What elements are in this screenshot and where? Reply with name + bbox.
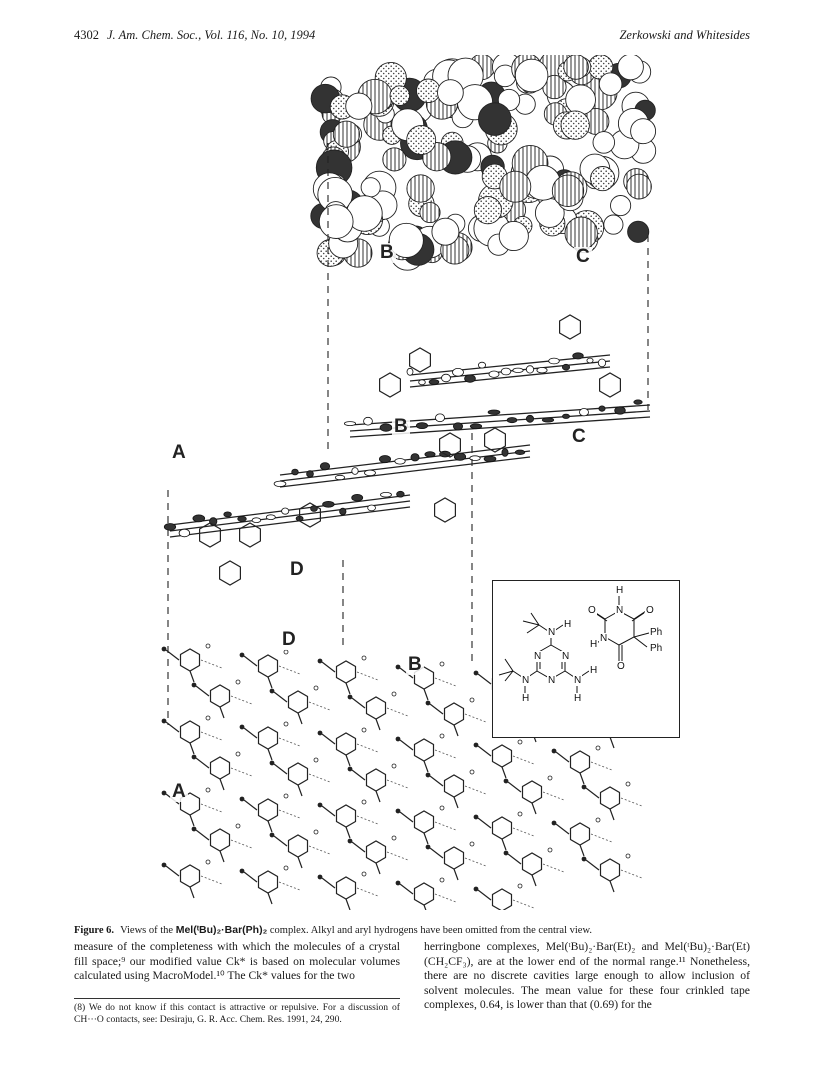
- label-top-b: B: [380, 242, 394, 263]
- header-left: [74, 28, 315, 43]
- chemical-structure-inset: [492, 580, 680, 738]
- atom-n-nh2: N: [574, 675, 582, 686]
- atom-h-top: H: [616, 585, 624, 596]
- atom-n-ring-1: N: [534, 651, 542, 662]
- atom-h-left: H: [590, 639, 598, 650]
- page-number: 4302: [74, 28, 99, 42]
- label-bottom-d: D: [282, 629, 296, 650]
- figure-artwork: [150, 55, 680, 910]
- ortep-view: [164, 315, 650, 585]
- atom-n-ring-2: N: [562, 651, 570, 662]
- atom-n-left: N: [600, 633, 608, 644]
- atom-o-bottom: O: [617, 661, 625, 672]
- phenyl-label-2: Ph: [650, 643, 663, 654]
- space-filling-view: [311, 55, 656, 270]
- figure-6: [150, 55, 680, 910]
- header-authors: Zerkowski and Whitesides: [619, 28, 750, 42]
- atom-h-lower: H: [522, 693, 530, 704]
- atom-n-amine: N: [548, 627, 556, 638]
- atom-n-ring-3: N: [548, 675, 556, 686]
- caption-label: Figure 6.: [74, 925, 115, 936]
- right-column-text: herringbone complexes, Mel(ᵗBu)₂·Bar(Et)₂ and Mel(ᵗBu)₂·Bar(Et)(CH₂CF₃), are at the lower end of the normal range.¹¹ Nonetheless, there are no discrete cavities large enough to allow inclusion of solvent molecules. The mean value for these four crinkled tape complexes, 0.64, is lower than that (0.69) for the: [424, 940, 750, 1011]
- caption-complex: Mel(ᵗBu)₂·Bar(Ph)₂: [175, 924, 268, 936]
- journal-citation: J. Am. Chem. Soc., Vol. 116, No. 10, 1994: [107, 28, 316, 42]
- atom-o-left: O: [588, 605, 596, 616]
- label-top-c: C: [576, 246, 590, 267]
- label-bottom-b: B: [408, 654, 422, 675]
- caption-text-1: Views of the: [120, 925, 174, 936]
- label-mid-a: A: [172, 442, 186, 463]
- atom-n-top: N: [616, 605, 624, 616]
- label-bottom-a: A: [172, 781, 186, 802]
- label-mid-c: C: [572, 426, 586, 447]
- body-left-column: [74, 940, 400, 984]
- atom-n-lower: N: [522, 675, 530, 686]
- atom-h-nh2-2: H: [574, 693, 582, 704]
- atom-h-amine: H: [564, 619, 572, 630]
- atom-o-right: O: [646, 605, 654, 616]
- atom-h-nh2-1: H: [590, 665, 598, 676]
- footnote-8: (8) We do not know if this contact is attractive or repulsive. For a discussion of CH···O contacts, see: Desiraju, G. R. Acc. Chem. Res. 1991, 24, 290.: [74, 998, 400, 1025]
- figure-caption: [74, 924, 750, 936]
- body-right-column: [424, 940, 750, 1013]
- running-header: [74, 28, 750, 46]
- label-mid-d: D: [290, 559, 304, 580]
- phenyl-label-1: Ph: [650, 627, 663, 638]
- caption-text-2: complex. Alkyl and aryl hydrogens have been omitted from the central view.: [269, 925, 592, 936]
- label-mid-b: B: [394, 416, 408, 437]
- left-column-text: measure of the completeness with which the molecules of a crystal fill space;⁹ our modified value Ck* is based on molecular volumes calculated using MacroModel.¹⁰ The Ck* values for the two: [74, 940, 400, 982]
